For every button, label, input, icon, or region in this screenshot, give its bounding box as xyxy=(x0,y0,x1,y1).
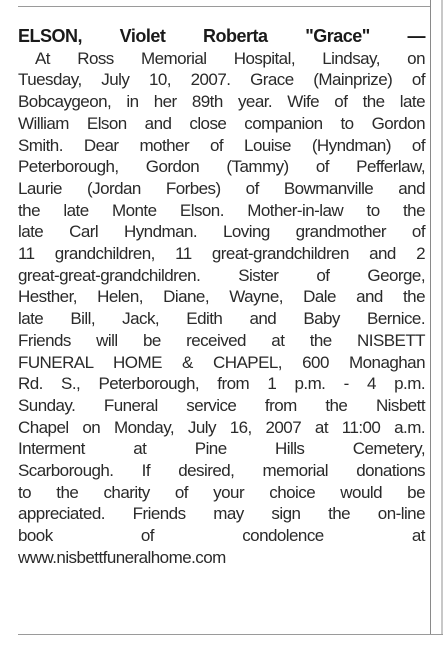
obituary-text-line: great-great-grandchildren. Sister of George, xyxy=(18,265,425,285)
obituary-text-line: Chapel on Monday, July 16, 2007 at 11:00 a.m. xyxy=(18,417,425,437)
obituary-text-line: At Ross Memorial Hospital, Lindsay, on xyxy=(35,48,425,68)
obituary-text-line: book of condolence at xyxy=(18,526,425,546)
obituary-text-line: FUNERAL HOME & CHAPEL, 600 Monaghan xyxy=(18,352,425,372)
obituary-text-line: Hesther, Helen, Diane, Wayne, Dale and the xyxy=(18,287,425,307)
obituary-text-line: Sunday. Funeral service from the Nisbett xyxy=(18,395,425,415)
obituary-text-line: Smith. Dear mother of Louise (Hyndman) of xyxy=(18,135,425,155)
obituary-text-line: Bobcaygeon, in her 89th year. Wife of the late xyxy=(18,92,425,112)
obituary-text-line: the late Monte Elson. Mother-in-law to the xyxy=(18,200,425,220)
obituary-text-line: late Bill, Jack, Edith and Baby Bernice. xyxy=(18,309,425,329)
obituary-text-line: Scarborough. If desired, memorial donations xyxy=(18,461,425,481)
obituary-text-line: 11 grandchildren, 11 great-grandchildren and 2 xyxy=(18,244,425,264)
bottom-divider xyxy=(18,634,443,635)
right-page-edge xyxy=(441,0,443,634)
obituary-text-line: late Carl Hyndman. Loving grandmother of xyxy=(18,222,425,242)
obituary-text-line: appreciated. Friends may sign the on-line xyxy=(18,504,425,524)
obituary-text-line: Peterborough, Gordon (Tammy) of Pefferlaw, xyxy=(18,157,425,177)
deceased-name: ELSON, Violet Roberta "Grace" — xyxy=(18,26,425,46)
obituary-first-line xyxy=(18,26,425,48)
funeral-home-website: www.nisbettfuneralhome.com xyxy=(18,547,226,567)
obituary-text-line: Tuesday, July 10, 2007. Grace (Mainprize) of xyxy=(18,70,425,90)
right-column-rule xyxy=(430,0,431,634)
obituary-text-line: to the charity of your choice would be xyxy=(18,482,425,502)
obituary-text-line: Interment at Pine Hills Cemetery, xyxy=(18,439,425,459)
obituary-text-line: Rd. S., Peterborough, from 1 p.m. - 4 p.m. xyxy=(18,374,425,394)
obituary-text-line: Friends will be received at the NISBETT xyxy=(18,330,425,350)
obituary-text-line: William Elson and close companion to Gordon xyxy=(18,113,425,133)
obituary-text-line: Laurie (Jordan Forbes) of Bowmanville and xyxy=(18,178,425,198)
obituary-notice xyxy=(18,26,425,569)
top-divider xyxy=(18,6,430,7)
